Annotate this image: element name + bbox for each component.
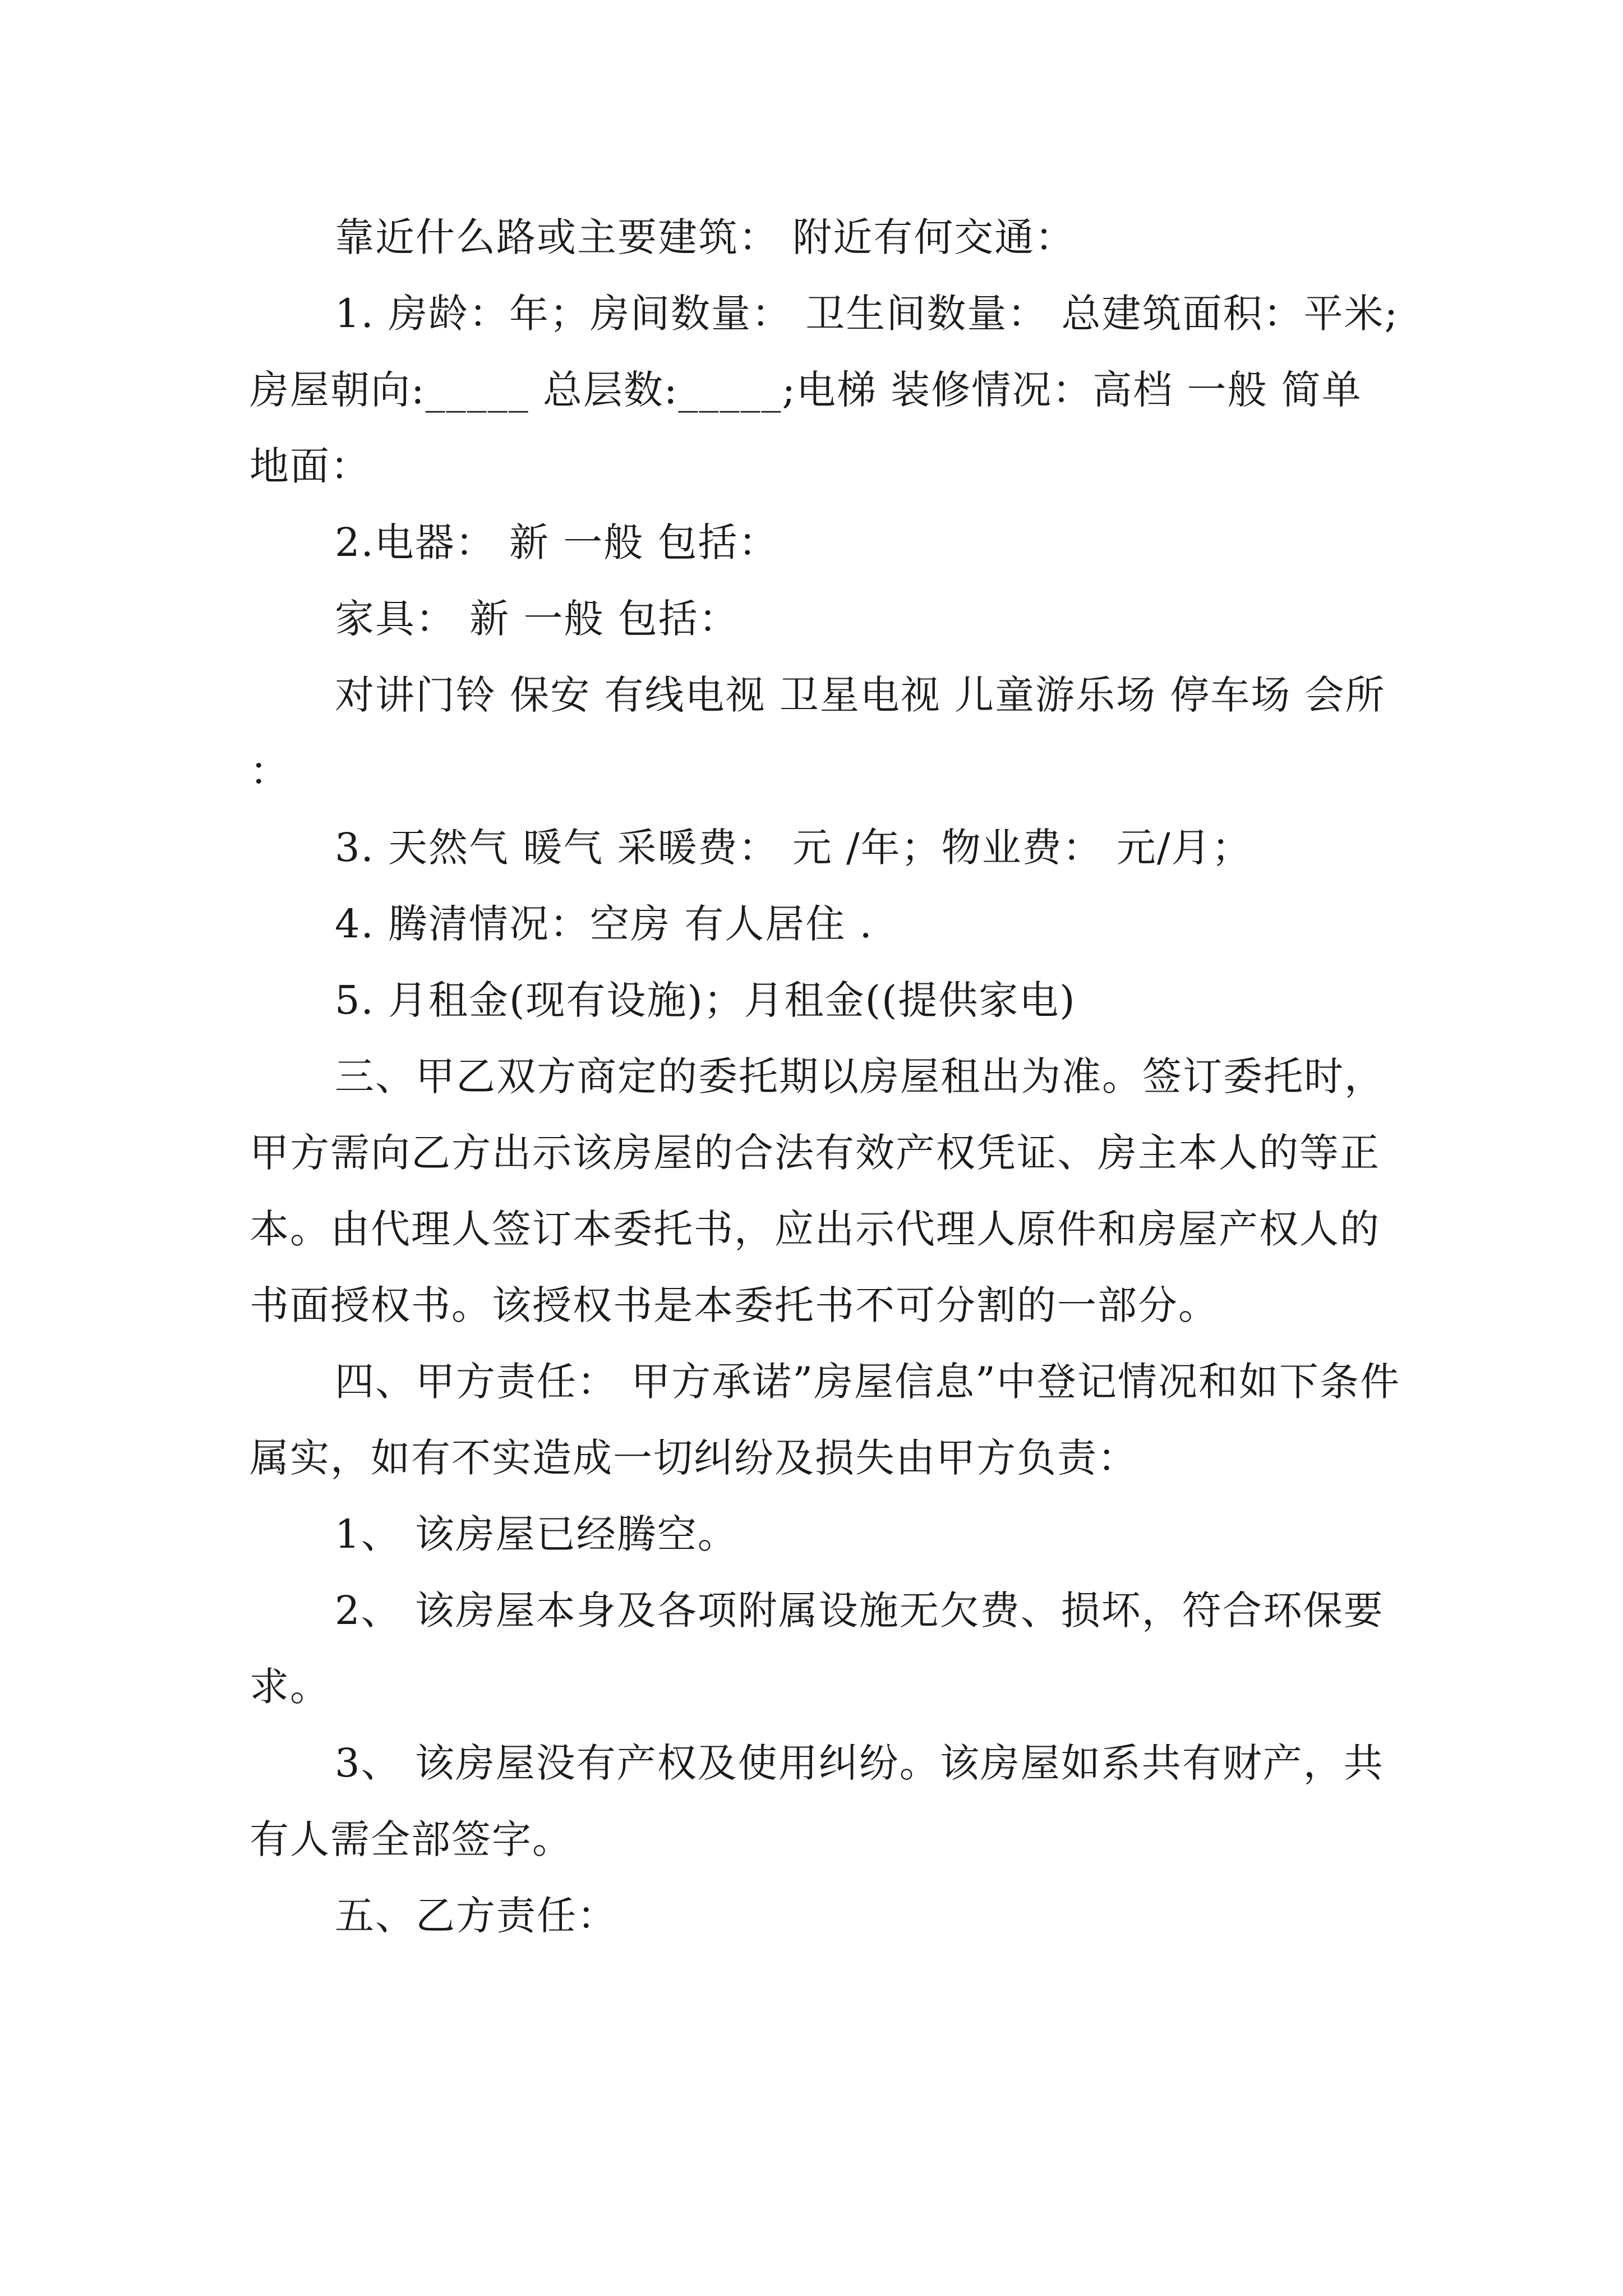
paragraph-item-2: 2、 该房屋本身及各项附属设施无欠费、损坏，符合环保要求。	[250, 1588, 1384, 1710]
paragraph-section-five: 五、乙方责任：	[335, 1893, 617, 1939]
paragraph-appliances: 2.电器： 新 一般 包括：	[335, 519, 779, 565]
paragraph-facilities: 对讲门铃 保安 有线电视 卫星电视 儿童游乐场 停车场 会所 ：	[250, 672, 1399, 794]
paragraph-item-1: 1、 该房屋已经腾空。	[335, 1511, 738, 1557]
paragraph-section-four: 四、甲方责任： 甲方承诺”房屋信息”中登记情况和如下条件属实，如有不实造成一切纠纷及损失由甲方负责：	[250, 1359, 1400, 1481]
paragraph-vacancy: 4. 腾清情况：空房 有人居住 .	[335, 901, 873, 947]
paragraph-house-basics: 1. 房龄：年；房间数量： 卫生间数量： 总建筑面积：平米;房屋朝向:_____ 总层数:_____;电梯 装修情况：高档 一般 简单 地面：	[250, 291, 1399, 489]
paragraph-rent: 5. 月租金(现有设施)；月租金((提供家电)	[335, 977, 1076, 1023]
document-body	[250, 199, 1405, 1954]
paragraph-furniture: 家具： 新 一般 包括：	[335, 596, 739, 642]
paragraph-utilities: 3. 天然气 暖气 采暖费： 元 /年；物业费： 元/月；	[335, 825, 1252, 871]
paragraph-section-three: 三、甲乙双方商定的委托期以房屋租出为准。签订委托时，甲方需向乙方出示该房屋的合法有效产权凭证、房主本人的等正本。由代理人签订本委托书，应出示代理人原件和房屋产权人的书面授权书。该授权书是本委托书不可分割的一部分。	[250, 1053, 1385, 1328]
paragraph-location: 靠近什么路或主要建筑： 附近有何交通：	[335, 214, 1076, 260]
paragraph-item-3: 3、 该房屋没有产权及使用纠纷。该房屋如系共有财产，共有人需全部签字。	[250, 1740, 1384, 1862]
